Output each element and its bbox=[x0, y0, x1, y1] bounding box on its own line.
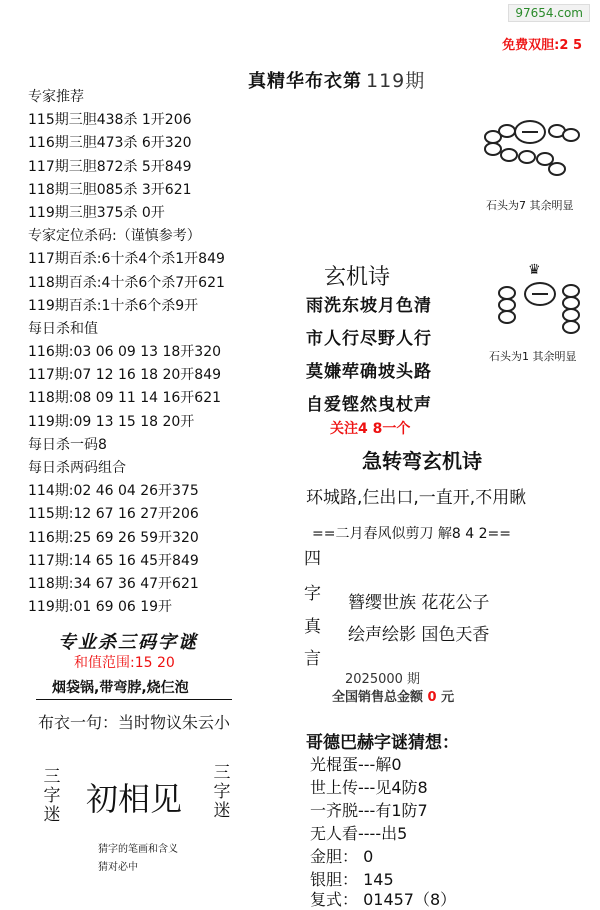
list-item: 117期三胆872杀 5开849 bbox=[28, 158, 192, 175]
four-char-label: 四 bbox=[304, 549, 321, 569]
goethe-line: 无人看----出5 bbox=[310, 824, 408, 843]
list-item: 专家推荐 bbox=[28, 89, 84, 105]
idiom-line: 绘声绘影 国色天香 bbox=[348, 625, 490, 645]
list-item: 119期百杀:1十杀6个杀9开 bbox=[28, 297, 199, 314]
goethe-line: 一齐脱---有1防7 bbox=[310, 801, 428, 820]
buyi-sentence: 布衣一句：当时物议朱云小 bbox=[38, 713, 231, 732]
list-item: 115期三胆438杀 1开206 bbox=[28, 112, 192, 129]
poem-line: 自爱铿然曳杖声 bbox=[306, 395, 432, 415]
stone-caption-1: 石头为7 其余明显 bbox=[486, 199, 574, 212]
riddle-word: 初相见 bbox=[86, 780, 183, 818]
list-item: 119期三胆375杀 0开 bbox=[28, 204, 165, 221]
riddle-label-left: 三字迷 bbox=[43, 767, 61, 825]
pro-riddle-title: 专业杀三码字谜 bbox=[58, 632, 198, 653]
free-pair: 免费双胆:2 5 bbox=[502, 38, 582, 53]
stone-puzzle-1 bbox=[478, 118, 588, 188]
list-item: 119期:09 13 15 18 20开 bbox=[28, 413, 195, 430]
list-item: 116期:03 06 09 13 18开320 bbox=[28, 344, 222, 361]
goethe-line: 金胆： 0 bbox=[310, 847, 374, 866]
goethe-line: 复式： 01457（8） bbox=[310, 890, 457, 909]
stone-icon bbox=[518, 150, 536, 164]
sales-period: 2025000 期 bbox=[345, 672, 421, 687]
list-item: 专家定位杀码:（谨慎参考） bbox=[28, 228, 201, 245]
sharp-turn-hint: ==二月春风似剪刀 解8 4 2== bbox=[312, 526, 511, 542]
list-item: 119期:01 69 06 19开 bbox=[28, 599, 173, 616]
list-item: 115期:12 67 16 27开206 bbox=[28, 506, 199, 523]
issue-number: 119期 bbox=[366, 70, 426, 92]
sharp-turn-line: 环城路,仨出口,一直开,不用瞅 bbox=[306, 488, 527, 508]
list-item: 118期百杀:4十杀6个杀7开621 bbox=[28, 274, 225, 291]
sales-amount: 0 bbox=[427, 690, 437, 705]
riddle-label-right: 三字迷 bbox=[213, 763, 231, 821]
goethe-line: 世上传---见4防8 bbox=[310, 778, 428, 797]
pro-riddle: 烟袋锅,带弯脖,烧仨泡 bbox=[52, 680, 189, 696]
expert-list bbox=[28, 86, 278, 619]
riddle-hint: 猜字的笔画和含义 bbox=[98, 844, 178, 855]
stone-caption-2: 石头为1 其余明显 bbox=[489, 350, 577, 363]
sum-range: 和值范围:15 20 bbox=[74, 655, 175, 671]
sales-label: 全国销售总金额 bbox=[332, 690, 424, 705]
list-item: 116期:25 69 26 59开320 bbox=[28, 529, 199, 546]
list-item: 118期:34 67 36 47开621 bbox=[28, 575, 199, 592]
list-item: 117期:14 65 16 45开849 bbox=[28, 552, 199, 569]
four-char-label: 言 bbox=[304, 649, 321, 669]
stone-icon bbox=[498, 310, 516, 324]
stone-icon bbox=[548, 162, 566, 176]
four-char-label: 真 bbox=[304, 617, 321, 637]
list-item: 117期:07 12 16 18 20开849 bbox=[28, 367, 222, 384]
list-item: 每日杀两码组合 bbox=[28, 460, 126, 476]
crown-icon: ♛ bbox=[528, 262, 541, 278]
poem-title: 玄机诗 bbox=[324, 265, 391, 290]
follow-note: 关注4 8一个 bbox=[330, 421, 411, 437]
list-item: 114期:02 46 04 26开375 bbox=[28, 483, 199, 500]
list-item: 116期三胆473杀 6开320 bbox=[28, 135, 192, 152]
poem-line: 市人行尽野人行 bbox=[306, 329, 432, 349]
sales-unit: 元 bbox=[441, 690, 455, 705]
site-badge[interactable]: 97654.com bbox=[508, 4, 590, 22]
stone-icon bbox=[500, 148, 518, 162]
sales-total bbox=[332, 686, 454, 705]
stone-icon bbox=[562, 128, 580, 142]
list-item: 118期三胆085杀 3开621 bbox=[28, 181, 192, 198]
goethe-line: 光棍蛋---解0 bbox=[310, 755, 402, 774]
riddle-hint: 猜对必中 bbox=[98, 862, 138, 873]
list-item: 每日杀一码8 bbox=[28, 436, 107, 453]
list-item: 每日杀和值 bbox=[28, 320, 98, 337]
idiom-line: 簪缨世族 花花公子 bbox=[348, 593, 490, 613]
stone-icon bbox=[524, 282, 556, 306]
goethe-line: 银胆： 145 bbox=[310, 870, 394, 889]
four-char-label: 字 bbox=[304, 584, 321, 604]
goethe-title: 哥德巴赫字谜猜想： bbox=[306, 733, 459, 753]
list-item: 118期:08 09 11 14 16开621 bbox=[28, 390, 222, 407]
poem-line: 莫嫌荦确坡头路 bbox=[306, 362, 432, 382]
sharp-turn-title: 急转弯玄机诗 bbox=[362, 449, 482, 473]
list-item: 117期百杀:6十杀4个杀1开849 bbox=[28, 251, 225, 268]
divider bbox=[36, 699, 232, 700]
stone-icon bbox=[562, 320, 580, 334]
stone-icon bbox=[514, 120, 546, 144]
title-text: 真精华布衣第 bbox=[248, 71, 362, 92]
stone-puzzle-2 bbox=[496, 262, 586, 342]
poem-line: 雨洗东坡月色清 bbox=[306, 296, 432, 316]
